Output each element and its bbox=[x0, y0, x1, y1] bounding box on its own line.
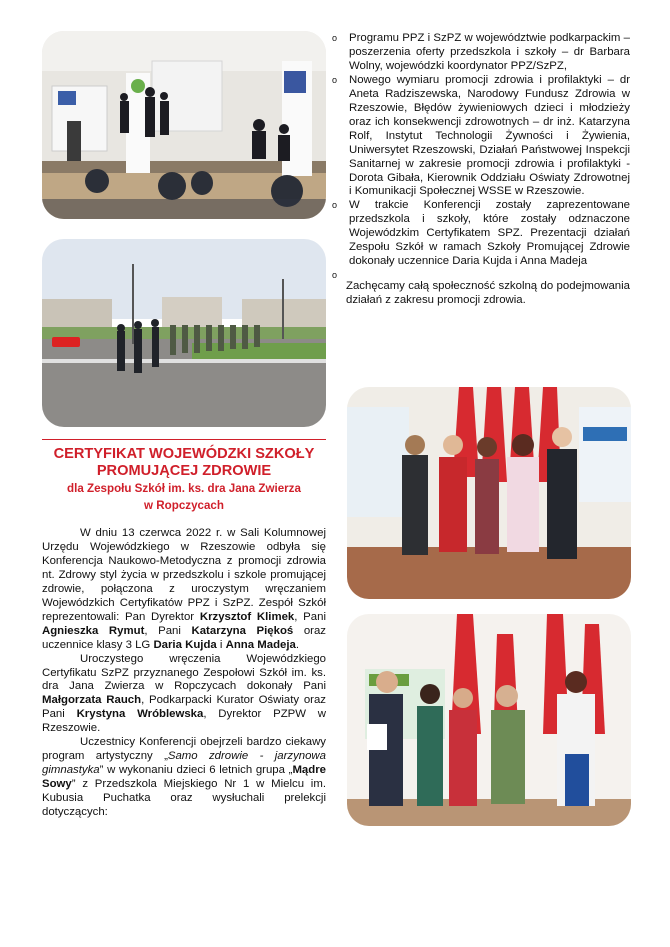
paragraph-award: Uroczystego wręczenia Wojewódzkiego Certyfikatu SzPZ przyznanego Zespołowi Szkół im. ks. dra Jana Zwierza w Ropczycach dokonały Pani Małgorzata Rauch, Podkarpacki Kurator Oświaty oraz Pani Krystyna Wróblewska, Dyrektor PZPW w Rzeszowie. bbox=[42, 652, 326, 735]
list-item: o Programu PPZ i SzPZ w województwie podkarpackim – poszerzenia oferty przedszkola i szkoły – dr Barbara Wolny, wojewódzki koordynator PPZ/SzPZ, bbox=[332, 32, 630, 72]
title-divider bbox=[42, 439, 326, 440]
bullet-marker: o bbox=[332, 200, 338, 211]
photo-parade-street bbox=[42, 239, 326, 427]
article-body bbox=[42, 527, 326, 820]
bullet-marker: o bbox=[332, 270, 338, 281]
article-header bbox=[42, 446, 326, 513]
photo-certificate-group-1 bbox=[347, 387, 631, 599]
article-title-line-2: PROMUJĄCEJ ZDROWIE bbox=[96, 463, 272, 479]
article-title-line-1: CERTYFIKAT WOJEWÓDZKI SZKOŁY bbox=[53, 446, 315, 462]
paragraph-program: Uczestnicy Konferencji obejrzeli bardzo ciekawy program artystyczny „Samo zdrowie - jarzynowa gimnastyka” w wykonaniu dzieci 6 letnich grupa „Mądre Sowy” z Przedszkola Miejskiego Nr 1 w Mielcu im. Kubusia Puchatka oraz wysłuchali prelekcji dotyczących: bbox=[42, 736, 326, 819]
bullet-marker: o bbox=[332, 74, 338, 85]
article-subtitle-line-1: dla Zespołu Szkół im. ks. dra Jana Zwierza bbox=[67, 482, 301, 495]
photo-conference-stage bbox=[42, 31, 326, 219]
bullet-marker: o bbox=[332, 33, 338, 43]
closing-paragraph: Zachęcamy całą społeczność szkolną do podejmowania działań z zakresu promocji zdrowia. bbox=[346, 280, 630, 307]
right-column bbox=[332, 32, 630, 308]
lecture-list bbox=[332, 32, 630, 281]
list-item: o Nowego wymiaru promocji zdrowia i profilaktyki – dr Aneta Radziszewska, Narodowy Fundusz Zdrowia w Rzeszowie, Błędów żywieniowych dzieci i młodzieży oraz ich konsekwencji zdrowotnych – dr inż. Katarzyna Rolf, Instytut Technologii Żywności i Żywienia, Uniwersytet Rzeszowski, Działań Państwowej Inspekcji Sanitarnej w zakresie promocji zdrowia i profilaktyki - Dorota Gibała, Kierownik Oddziału Oświaty Zdrowotnej i Komunikacji Społecznej WSSE w Rzeszowie. bbox=[332, 73, 630, 198]
list-item-empty bbox=[332, 269, 630, 281]
list-item: o W trakcie Konferencji zostały zaprezentowane przedszkola i szkoły, które zostały odznaczone Wojewódzkim Certyfikatem SPZ. Prezentacji działań Zespołu Szkół w ramach Szkoły Promującej Zdrowie dokonały uczennice Daria Kujda i Anna Madeja bbox=[332, 199, 630, 268]
photo-certificate-group-2 bbox=[347, 614, 631, 826]
article-subtitle-line-2: w Ropczycach bbox=[144, 498, 224, 512]
paragraph-conference: W dniu 13 czerwca 2022 r. w Sali Kolumnowej Urzędu Wojewódzkiego w Rzeszowie odbyła się Konferencja Naukowo-Metodyczna z promocji zdrowia nt. Zdrowy styl życia w przedszkolu i szkole promującej zdrowie, połączona z uroczystym wręczaniem Wojewódzkich Certyfikatów PPZ i SzPZ. Zespół Szkół reprezentowali: Pan Dyrektor Krzysztof Klimek, Pani Agnieszka Rymut, Pani Katarzyna Piękoś oraz uczennice klasy 3 LG Daria Kujda i Anna Madeja. bbox=[42, 527, 326, 651]
